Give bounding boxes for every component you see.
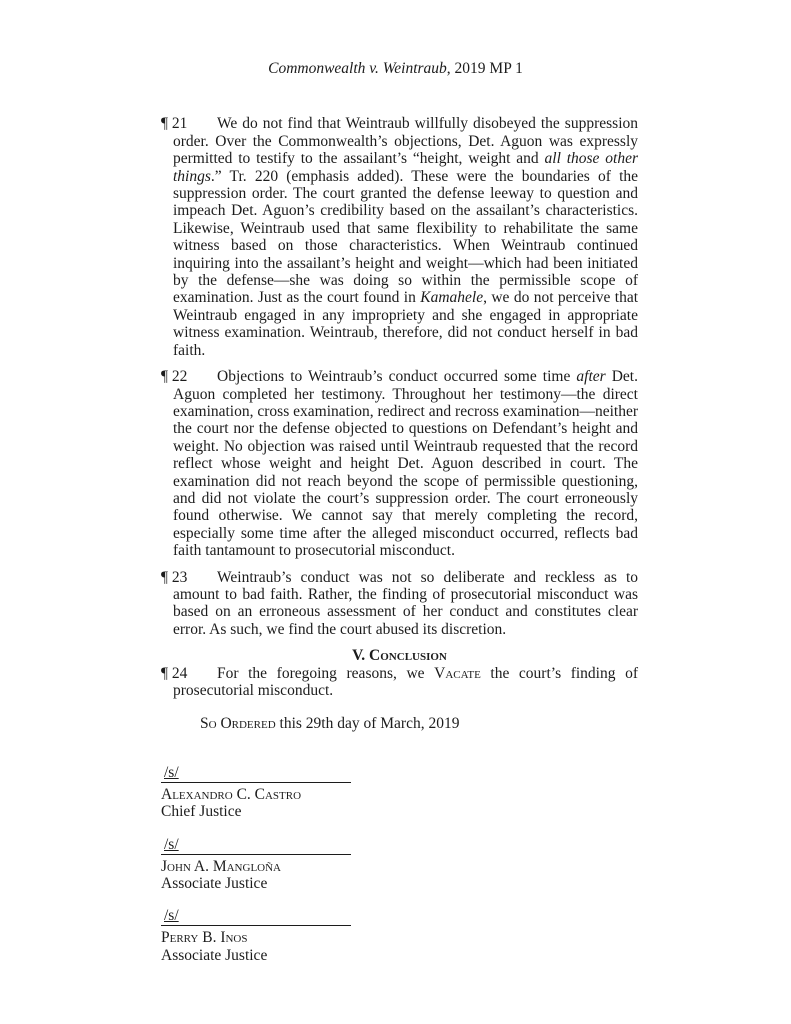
text-run: Objections to Weintraub’s conduct occurred some time: [217, 368, 577, 386]
signature-block: [161, 836, 638, 893]
paragraph-number: ¶ 21: [161, 115, 188, 133]
text-run: Det. Aguon completed her testimony. Throughout her testimony—the direct examination, cross examination, redirect and recross examination—neither the court nor the defense objected to questions on Defendant’s height and weight. No objection was raised until Weintraub requested that the record reflect whose weight and height Det. Aguon described in court. The examination did not reach beyond the scope of permissible questioning, and did not violate the court’s suppression order. The court erroneously found otherwise. We cannot say that merely completing the record, especially some time after the alleged misconduct occurred, reflects bad faith tantamount to prosecutorial misconduct.: [173, 368, 638, 560]
signature-slash-text: /s/: [164, 763, 179, 781]
running-head: [0, 60, 791, 77]
text-run: We do not find that Weintraub willfully disobeyed the suppression order. Over the Commonwealth’s objections, Det. Aguon was expressly permitted to testify to the assailant’s “height, weight and: [173, 115, 638, 168]
opinion-content: [161, 115, 638, 964]
justice-name: Alexandro C. Castro: [161, 785, 302, 803]
justice-title: Chief Justice: [161, 803, 242, 821]
opinion-paragraph: [161, 368, 638, 559]
italic-text-run: all those other things: [173, 150, 638, 185]
opinion-paragraph: [161, 115, 638, 359]
italic-text-run: Kamahele: [420, 289, 484, 307]
opinion-paragraph: [161, 665, 638, 700]
justice-name: John A. Mangloña: [161, 857, 281, 875]
text-run: , we do not perceive that Weintraub engaged in any impropriety and she engaged in appropriate witness examination. Weintraub, therefore, did not conduct herself in bad faith.: [173, 289, 639, 359]
justice-title: Associate Justice: [161, 946, 268, 964]
so-ordered-line: [161, 715, 638, 732]
smallcaps-text-run: V. Conclusion: [352, 647, 447, 665]
paragraph-number: ¶ 22: [161, 368, 188, 386]
opinion-paragraph: [161, 569, 638, 639]
signature-slash-line: [161, 836, 351, 855]
italic-text-run: after: [576, 368, 606, 386]
justice-title: Associate Justice: [161, 875, 268, 893]
text-run: this 29th day of March, 2019: [275, 715, 460, 733]
case-citation: , 2019 MP 1: [446, 60, 523, 77]
justice-name: Perry B. Inos: [161, 929, 248, 947]
signature-block: [161, 764, 638, 821]
text-run: the court’s finding of prosecutorial misconduct.: [173, 664, 638, 699]
text-run: For the foregoing reasons, we: [217, 664, 435, 682]
signature-slash-line: [161, 907, 351, 926]
opinion-body: [161, 115, 638, 732]
signature-slash-text: /s/: [164, 835, 179, 853]
case-name: Commonwealth v. Weintraub: [268, 60, 447, 77]
paragraph-number: ¶ 24: [161, 664, 188, 682]
smallcaps-text-run: So Ordered: [200, 715, 276, 733]
signatures-section: [161, 764, 638, 964]
smallcaps-text-run: Vacate: [434, 664, 481, 682]
signature-slash-line: [161, 764, 351, 783]
signature-slash-text: /s/: [164, 907, 179, 925]
paragraph-number: ¶ 23: [161, 568, 188, 586]
signature-block: [161, 907, 638, 964]
section-heading: [161, 647, 638, 664]
text-run: .” Tr. 220 (emphasis added). These were the boundaries of the suppression order. The court granted the defense leeway to question and impeach Det. Aguon’s credibility based on the assailant’s characteristics. Likewise, Weintraub used that same flexibility to rehabilitate the same witness based on those characteristics. When Weintraub continued inquiring into the assailant’s height and weight—which had been initiated by the defense—she was doing so within the permissible scope of examination. Just as the court found in: [173, 167, 638, 307]
text-run: Weintraub’s conduct was not so deliberate and reckless as to amount to bad faith. Rather, the finding of prosecutorial misconduct was based on an erroneous assessment of her conduct and constitutes clear error. As such, we find the court abused its discretion.: [173, 568, 638, 638]
